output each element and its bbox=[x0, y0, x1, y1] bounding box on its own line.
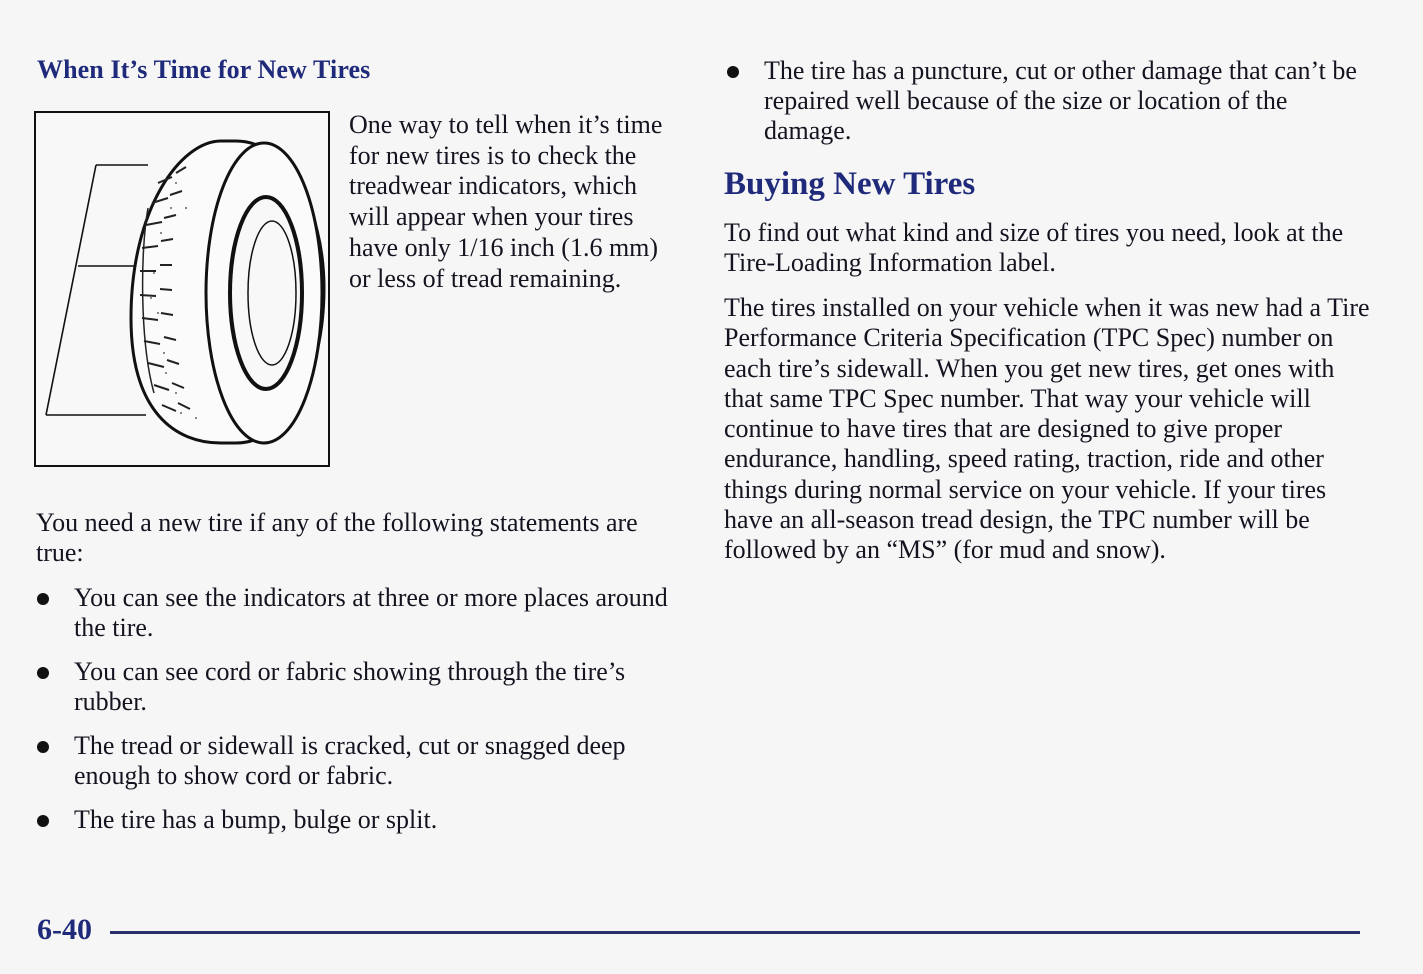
list-item-text: The tire has a puncture, cut or other damage that can’t be repaired well because of the size or location of the damage. bbox=[764, 56, 1357, 145]
list-item-text: You can see the indicators at three or more places around the tire. bbox=[74, 583, 668, 642]
bullet-icon bbox=[37, 815, 49, 827]
list-item-text: You can see cord or fabric showing through the tire’s rubber. bbox=[74, 657, 626, 716]
left-bullet-list bbox=[74, 583, 684, 849]
page-number: 6-40 bbox=[37, 913, 92, 946]
intro-text: One way to tell when it’s time for new tires is to check the treadwear indicators, which will appear when your tires have only 1/16 inch (1.6 mm) or less of tread remaining. bbox=[349, 110, 663, 293]
tire-icon bbox=[36, 113, 328, 465]
paragraph-tpc-spec: The tires installed on your vehicle when it was new had a Tire Performance Criteria Specification (TPC Spec) number on each tire’s sidewall. When you get new tires, get ones with that same TPC Spec number. That way your vehicle will continue to have tires that are designed to give proper endurance, handling, speed rating, traction, ride and other things during normal service on your vehicle. If your tires have an all-season tread design, the TPC number will be followed by an “MS” (for mud and snow). bbox=[724, 293, 1370, 565]
list-item bbox=[74, 805, 684, 835]
bullet-icon bbox=[37, 593, 49, 605]
bullet-icon bbox=[37, 741, 49, 753]
list-item bbox=[74, 583, 684, 643]
section-heading-buying-tires: Buying New Tires bbox=[724, 166, 976, 202]
footer-rule bbox=[110, 931, 1360, 934]
list-item-text: The tire has a bump, bulge or split. bbox=[74, 805, 438, 834]
list-item-text: The tread or sidewall is cracked, cut or snagged deep enough to show cord or fabric. bbox=[74, 731, 626, 790]
right-bullet-list bbox=[764, 56, 1374, 146]
bullet-icon bbox=[37, 667, 49, 679]
list-item bbox=[74, 731, 684, 791]
list-item bbox=[74, 657, 684, 717]
section-heading-new-tires: When It’s Time for New Tires bbox=[37, 55, 371, 84]
lead-text: You need a new tire if any of the following statements are true: bbox=[36, 508, 638, 567]
list-item bbox=[764, 56, 1374, 146]
bullet-icon bbox=[727, 66, 739, 78]
paragraph-tire-label: To find out what kind and size of tires you need, look at the Tire-Loading Information label. bbox=[724, 218, 1344, 278]
tire-illustration bbox=[34, 111, 330, 467]
